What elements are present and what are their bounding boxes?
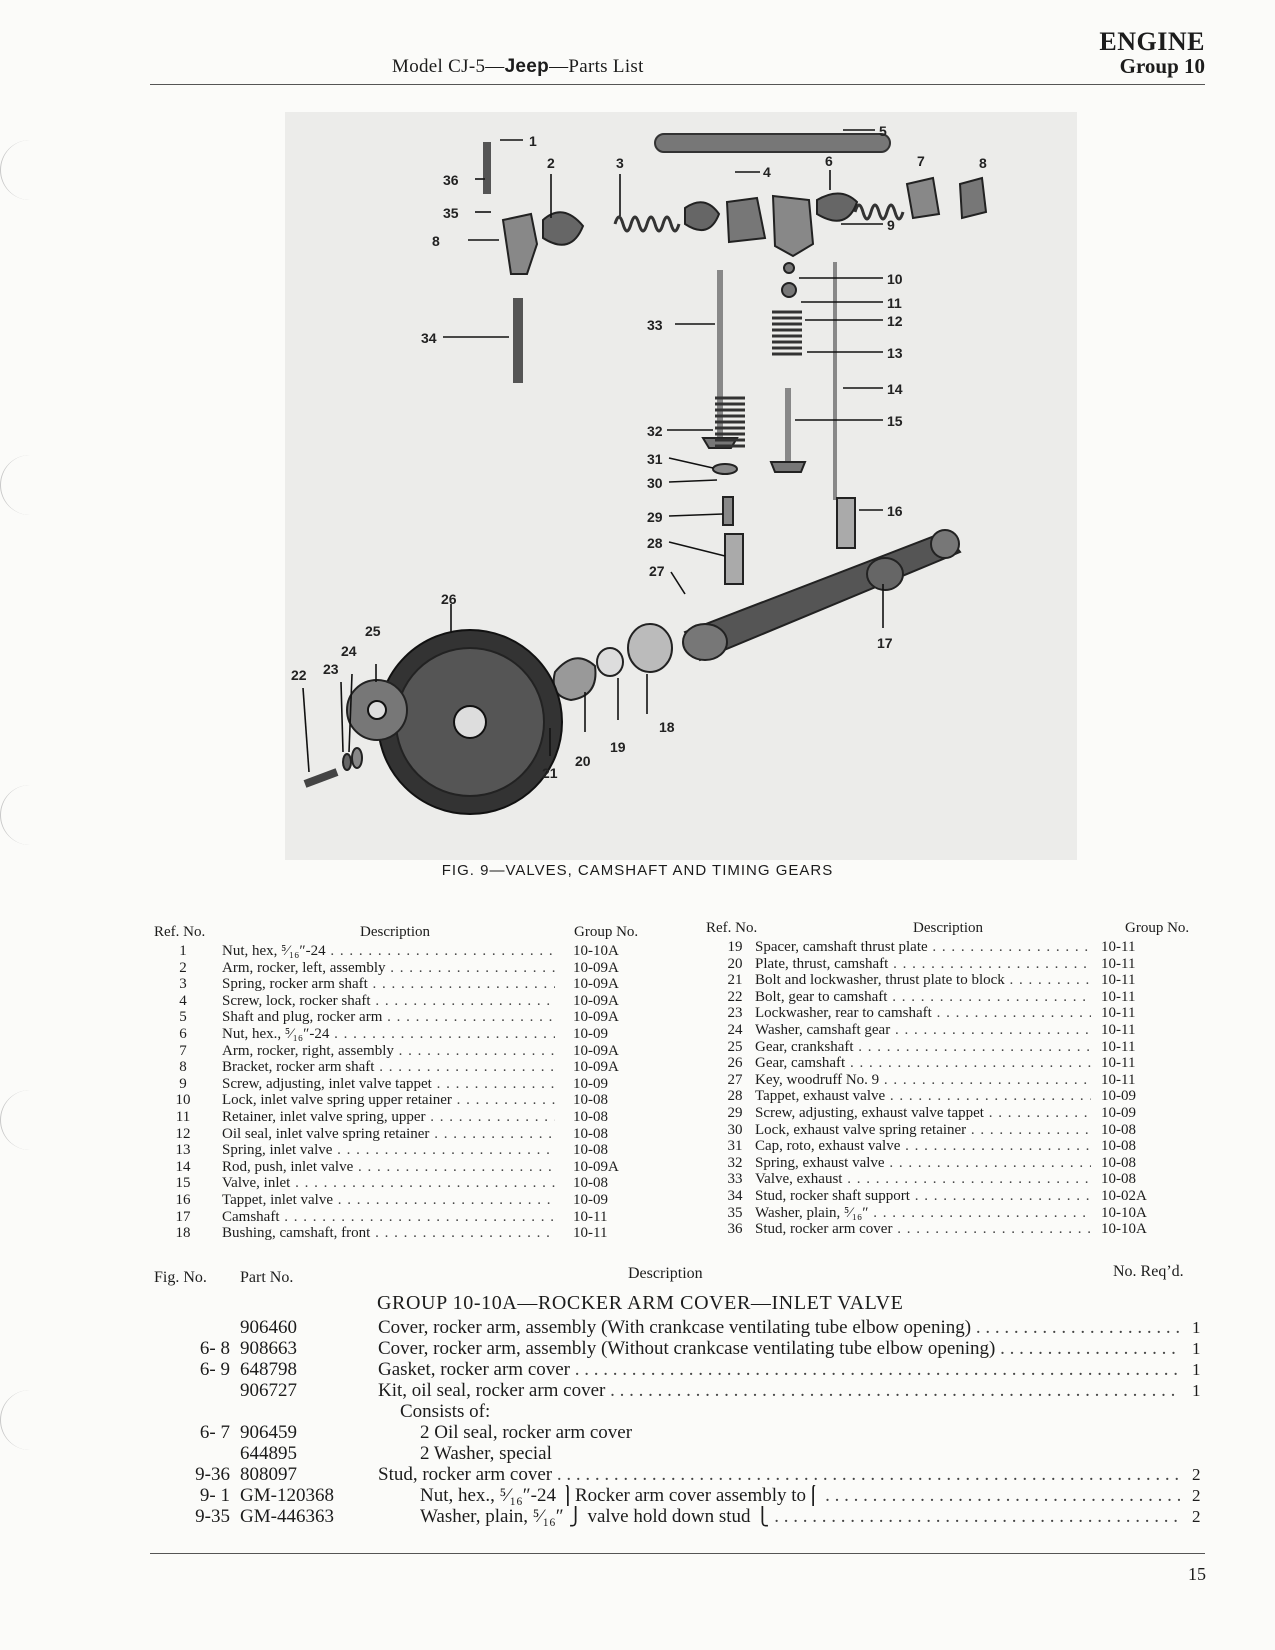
ref-number: 14 <box>175 1158 191 1175</box>
callout-22: 22 <box>291 667 307 683</box>
ref-table-row <box>0 1005 1230 1022</box>
part-number: 648798 <box>240 1359 297 1380</box>
ref-description: Bushing, camshaft, front . . . <box>222 1225 555 1242</box>
exploded-view-illustration <box>285 112 1077 860</box>
ref-table-row <box>0 1072 1230 1089</box>
quantity-required: 1 <box>1192 1381 1201 1400</box>
callout-1: 1 <box>529 133 537 149</box>
ref-description: Retainer, inlet valve spring, upper . . . <box>222 1109 555 1126</box>
ref-description: Lock, inlet valve spring upper retainer . . . <box>222 1092 555 1109</box>
ref-number: 33 <box>727 1171 743 1188</box>
ref-number: 6 <box>179 1025 187 1042</box>
ref-description: Washer, plain, ⁵⁄₁₆″ . . . <box>755 1205 1091 1222</box>
ref-group-number: 10-09 <box>573 1075 608 1092</box>
ref-number: 12 <box>175 1125 191 1142</box>
callout-19: 19 <box>610 739 626 755</box>
ref-table-row <box>0 1022 1230 1039</box>
ref-description: Tappet, exhaust valve . . . <box>755 1088 1091 1105</box>
ref-group-number: 10-08 <box>1101 1121 1136 1138</box>
ref-description: Stud, rocker arm cover . . . <box>755 1221 1091 1238</box>
fig-number: 6- 9 <box>199 1359 230 1380</box>
parts-list-row <box>0 1443 1230 1464</box>
ref-table-row <box>0 1105 1230 1122</box>
ref-number: 28 <box>727 1088 743 1105</box>
ref-description: Valve, exhaust . . . <box>755 1171 1091 1188</box>
ref-group-number: 10-11 <box>573 1208 608 1225</box>
ref-number: 35 <box>727 1204 743 1221</box>
ref-number: 9 <box>179 1075 187 1092</box>
callout-8-right: 8 <box>979 155 987 171</box>
quantity-required: 1 <box>1192 1339 1201 1358</box>
ref-description: Spring, rocker arm shaft . . . <box>222 976 555 993</box>
ref-group-number: 10-08 <box>573 1142 608 1159</box>
ref-description: Stud, rocker shaft support . . . <box>755 1188 1091 1205</box>
fig-no-header: Fig. No. <box>154 1269 207 1286</box>
ref-group-number: 10-08 <box>1101 1171 1136 1188</box>
margin-mark <box>0 785 41 845</box>
ref-description: Cap, roto, exhaust valve . . . <box>755 1138 1091 1155</box>
callout-35: 35 <box>443 205 459 221</box>
quantity-required: 1 <box>1192 1318 1201 1337</box>
ref-number: 24 <box>727 1021 743 1038</box>
ref-number: 16 <box>175 1191 191 1208</box>
part-number: 906460 <box>240 1317 297 1338</box>
ref-number: 4 <box>179 992 187 1009</box>
ref-description: Bolt, gear to camshaft . . . <box>755 989 1091 1006</box>
ref-description: Bolt and lockwasher, thrust plate to block . . . <box>755 972 1091 989</box>
ref-group-number: 10-10A <box>1101 1221 1147 1238</box>
callout-17: 17 <box>877 635 893 651</box>
part-number: 644895 <box>240 1443 297 1464</box>
part-description: Consists of: <box>400 1401 491 1422</box>
parts-list <box>0 1317 1230 1527</box>
ref-group-number: 10-11 <box>573 1225 608 1242</box>
parts-list-row <box>0 1380 1230 1401</box>
ref-no-header-left: Ref. No. <box>154 924 206 940</box>
parts-description-header: Description <box>628 1265 703 1282</box>
ref-group-number: 10-09A <box>573 1042 619 1059</box>
ref-number: 3 <box>179 976 187 993</box>
callout-6: 6 <box>825 153 833 169</box>
ref-number: 34 <box>727 1187 743 1204</box>
page-header-title <box>392 56 644 78</box>
part-description: Nut, hex., ⁵⁄₁₆″-24 ⎫Rocker arm cover assembly to⎧ . . . <box>420 1485 1180 1506</box>
ref-description: Nut, hex, ⁵⁄₁₆″-24 . . . <box>222 943 555 960</box>
ref-table-right <box>0 939 1230 1238</box>
ref-group-number: 10-11 <box>1101 1038 1136 1055</box>
callout-2: 2 <box>547 155 555 171</box>
ref-number: 5 <box>179 1009 187 1026</box>
ref-description: Lock, exhaust valve spring retainer . . . <box>755 1122 1091 1139</box>
ref-description: Screw, lock, rocker shaft . . . <box>222 993 555 1010</box>
ref-number: 32 <box>727 1154 743 1171</box>
ref-description: Tappet, inlet valve . . . <box>222 1192 555 1209</box>
ref-description: Plate, thrust, camshaft . . . <box>755 956 1091 973</box>
part-description: 2 Washer, special <box>420 1443 552 1464</box>
ref-group-number: 10-09A <box>573 1059 619 1076</box>
margin-mark <box>0 140 41 200</box>
part-number: GM-120368 <box>240 1485 334 1506</box>
ref-number: 19 <box>727 939 743 955</box>
parts-list-row <box>0 1464 1230 1485</box>
ref-description: Key, woodruff No. 9 . . . <box>755 1072 1091 1089</box>
part-description: Stud, rocker arm cover . . . <box>378 1464 1180 1485</box>
ref-table-row <box>0 1055 1230 1072</box>
ref-description: Rod, push, inlet valve . . . <box>222 1159 555 1176</box>
callout-27: 27 <box>649 563 665 579</box>
group-label: Group 10 <box>1119 54 1205 79</box>
margin-mark <box>0 455 41 515</box>
ref-number: 26 <box>727 1055 743 1072</box>
ref-table-row <box>0 1205 1230 1222</box>
callout-15: 15 <box>887 413 903 429</box>
ref-group-number: 10-11 <box>1101 972 1136 989</box>
qty-required-header: No. Req’d. <box>1113 1263 1184 1280</box>
parts-list-row <box>0 1401 1230 1422</box>
ref-group-number: 10-11 <box>1101 1055 1136 1072</box>
ref-description: Spring, exhaust valve . . . <box>755 1155 1091 1172</box>
ref-group-number: 10-08 <box>1101 1138 1136 1155</box>
callout-12: 12 <box>887 313 903 329</box>
parts-list-row <box>0 1338 1230 1359</box>
part-description: 2 Oil seal, rocker arm cover <box>420 1422 633 1443</box>
callout-33: 33 <box>647 317 663 333</box>
parts-list-row <box>0 1422 1230 1443</box>
ref-number: 18 <box>175 1225 191 1242</box>
ref-group-number: 10-11 <box>1101 988 1136 1005</box>
callout-8-left: 8 <box>432 233 440 249</box>
parts-list-row <box>0 1506 1230 1527</box>
ref-group-number: 10-11 <box>1101 1021 1136 1038</box>
ref-group-number: 10-09A <box>573 976 619 993</box>
ref-group-number: 10-09 <box>1101 1104 1136 1121</box>
ref-number: 21 <box>727 972 743 989</box>
ref-table-row <box>0 1138 1230 1155</box>
ref-group-number: 10-08 <box>573 1175 608 1192</box>
callout-36: 36 <box>443 172 459 188</box>
ref-description: Oil seal, inlet valve spring retainer . . . <box>222 1126 555 1143</box>
description-header-right: Description <box>913 920 983 936</box>
ref-group-number: 10-11 <box>1101 955 1136 972</box>
ref-number: 36 <box>727 1221 743 1238</box>
part-description: Gasket, rocker arm cover . . . <box>378 1359 1180 1380</box>
callout-25: 25 <box>365 623 381 639</box>
ref-description: Arm, rocker, right, assembly . . . <box>222 1043 555 1060</box>
ref-group-number: 10-11 <box>1101 939 1136 955</box>
callout-23: 23 <box>323 661 339 677</box>
ref-group-number: 10-10A <box>573 943 619 959</box>
ref-description: Arm, rocker, left, assembly . . . <box>222 960 555 977</box>
fig-number: 9-35 <box>195 1506 230 1527</box>
part-description: Cover, rocker arm, assembly (Without crankcase ventilating tube elbow opening) . . . <box>378 1338 1180 1359</box>
ref-group-number: 10-09A <box>573 992 619 1009</box>
ref-table-row <box>0 1039 1230 1056</box>
quantity-required: 2 <box>1192 1507 1201 1526</box>
quantity-required: 1 <box>1192 1360 1201 1379</box>
ref-description: Camshaft . . . <box>222 1209 555 1226</box>
callout-34: 34 <box>421 330 437 346</box>
ref-group-number: 10-10A <box>1101 1204 1147 1221</box>
ref-number: 1 <box>179 943 187 959</box>
callout-18: 18 <box>659 719 675 735</box>
ref-description: Nut, hex., ⁵⁄₁₆″-24 . . . <box>222 1026 555 1043</box>
callout-11: 11 <box>887 295 902 311</box>
ref-number: 29 <box>727 1104 743 1121</box>
ref-number: 20 <box>727 955 743 972</box>
ref-table-row <box>0 939 1230 956</box>
figure-caption: FIG. 9—VALVES, CAMSHAFT AND TIMING GEARS <box>441 862 834 879</box>
callout-20: 20 <box>575 753 591 769</box>
ref-number: 15 <box>175 1175 191 1192</box>
quantity-required: 2 <box>1192 1465 1201 1484</box>
ref-group-number: 10-09A <box>573 1158 619 1175</box>
ref-no-header-right: Ref. No. <box>706 920 758 936</box>
exploded-view-figure <box>285 112 1077 860</box>
callout-29: 29 <box>647 509 663 525</box>
callout-30: 30 <box>647 475 663 491</box>
callout-24: 24 <box>341 643 357 659</box>
part-number: 906459 <box>240 1422 297 1443</box>
callout-31: 31 <box>647 451 663 467</box>
ref-number: 8 <box>179 1059 187 1076</box>
callout-9: 9 <box>887 217 895 233</box>
model-suffix: —Parts List <box>549 56 644 77</box>
fig-number: 9-36 <box>195 1464 230 1485</box>
section-name: ENGINE <box>1099 27 1205 56</box>
part-number: 906727 <box>240 1380 297 1401</box>
fig-number: 9- 1 <box>199 1485 230 1506</box>
ref-table-row <box>0 1221 1230 1238</box>
parts-list-row <box>0 1359 1230 1380</box>
model-prefix: Model CJ-5— <box>392 56 505 77</box>
ref-number: 13 <box>175 1142 191 1159</box>
group-no-header-left: Group No. <box>574 924 639 940</box>
part-number: 808097 <box>240 1464 297 1485</box>
ref-number: 2 <box>179 959 187 976</box>
ref-table-row <box>0 972 1230 989</box>
parts-list-row <box>0 1317 1230 1338</box>
description-header-left: Description <box>360 924 430 940</box>
group-no-header-right: Group No. <box>1125 920 1190 936</box>
ref-description: Bracket, rocker arm shaft . . . <box>222 1059 555 1076</box>
ref-description: Shaft and plug, rocker arm . . . <box>222 1009 555 1026</box>
ref-group-number: 10-02A <box>1101 1187 1147 1204</box>
ref-description: Screw, adjusting, inlet valve tappet . . . <box>222 1076 555 1093</box>
ref-description: Lockwasher, rear to camshaft . . . <box>755 1005 1091 1022</box>
callout-14: 14 <box>887 381 903 397</box>
footer-rule <box>150 1553 1205 1554</box>
ref-number: 22 <box>727 988 743 1005</box>
ref-number: 10 <box>175 1092 191 1109</box>
ref-group-number: 10-09A <box>573 1009 619 1026</box>
ref-group-number: 10-08 <box>573 1092 608 1109</box>
fig-number: 6- 7 <box>199 1422 230 1443</box>
callout-32: 32 <box>647 423 663 439</box>
callout-5: 5 <box>879 123 887 139</box>
ref-description: Screw, adjusting, exhaust valve tappet . . . <box>755 1105 1091 1122</box>
ref-group-number: 10-11 <box>1101 1071 1136 1088</box>
callout-21: 21 <box>542 765 558 781</box>
ref-description: Washer, camshaft gear . . . <box>755 1022 1091 1039</box>
ref-description: Spacer, camshaft thrust plate . . . <box>755 939 1091 956</box>
ref-table-row <box>0 1188 1230 1205</box>
ref-description: Spring, inlet valve . . . <box>222 1142 555 1159</box>
callout-3: 3 <box>616 155 624 171</box>
callout-7: 7 <box>917 153 925 169</box>
ref-number: 27 <box>727 1071 743 1088</box>
ref-table-row <box>0 1155 1230 1172</box>
part-description: Cover, rocker arm, assembly (With crankcase ventilating tube elbow opening) . . . <box>378 1317 1180 1338</box>
page-number: 15 <box>1188 1564 1206 1584</box>
ref-group-number: 10-08 <box>573 1125 608 1142</box>
section-label <box>1099 28 1205 77</box>
callout-16: 16 <box>887 503 903 519</box>
part-description: Kit, oil seal, rocker arm cover . . . <box>378 1380 1180 1401</box>
ref-table-row <box>0 1088 1230 1105</box>
ref-table-row <box>0 1171 1230 1188</box>
ref-table-row <box>0 1122 1230 1139</box>
ref-number: 31 <box>727 1138 743 1155</box>
part-no-header: Part No. <box>240 1269 294 1286</box>
quantity-required: 2 <box>1192 1486 1201 1505</box>
fig-number: 6- 8 <box>199 1338 230 1359</box>
ref-description: Gear, camshaft . . . <box>755 1055 1091 1072</box>
ref-table-row <box>0 956 1230 973</box>
callout-13: 13 <box>887 345 903 361</box>
ref-group-number: 10-11 <box>1101 1005 1136 1022</box>
ref-number: 25 <box>727 1038 743 1055</box>
part-number: 908663 <box>240 1338 297 1359</box>
ref-number: 30 <box>727 1121 743 1138</box>
part-number: GM-446363 <box>240 1506 334 1527</box>
ref-group-number: 10-09 <box>1101 1088 1136 1105</box>
brand-name: Jeep <box>504 56 550 77</box>
ref-description: Gear, crankshaft . . . <box>755 1039 1091 1056</box>
ref-description: Valve, inlet . . . <box>222 1175 555 1192</box>
parts-list-row <box>0 1485 1230 1506</box>
ref-group-number: 10-08 <box>1101 1154 1136 1171</box>
group-title: GROUP 10-10A—ROCKER ARM COVER—INLET VALVE <box>377 1292 904 1314</box>
callout-28: 28 <box>647 535 663 551</box>
ref-group-number: 10-09 <box>573 1191 608 1208</box>
part-description: Washer, plain, ⁵⁄₁₆″ ⎭ valve hold down stud ⎩ . . . <box>420 1506 1180 1527</box>
callout-4: 4 <box>763 164 771 180</box>
callout-26: 26 <box>441 591 457 607</box>
ref-table-row <box>0 989 1230 1006</box>
ref-group-number: 10-08 <box>573 1108 608 1125</box>
ref-group-number: 10-09A <box>573 959 619 976</box>
ref-number: 11 <box>175 1108 191 1125</box>
callout-10: 10 <box>887 271 903 287</box>
ref-number: 7 <box>179 1042 187 1059</box>
ref-number: 23 <box>727 1005 743 1022</box>
ref-number: 17 <box>175 1208 191 1225</box>
ref-group-number: 10-09 <box>573 1025 608 1042</box>
header-rule <box>150 84 1205 85</box>
